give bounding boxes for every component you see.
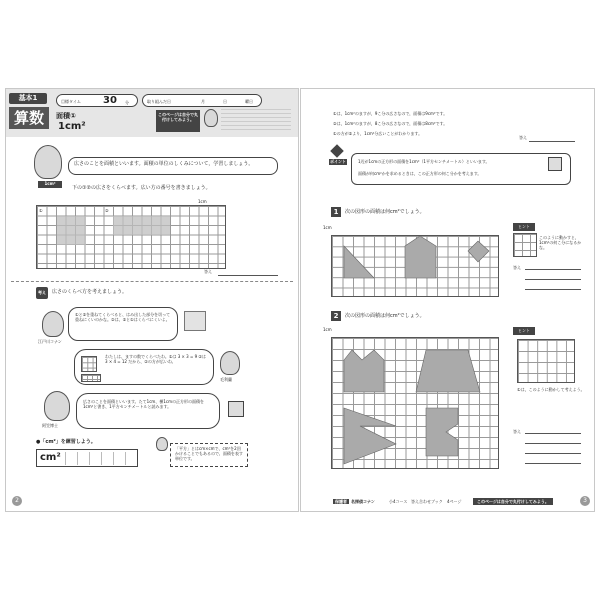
hint-2-label: ヒント: [513, 327, 535, 335]
left-page: [5, 88, 299, 512]
teach-bubble: 広さのことを面積といいます。たて1cm、横1cmの正方形の面積を1cm²と書き、1平方センチメートルと読みます。: [76, 393, 220, 429]
q1-title: 下の①②の広さをくらべます。広い方の番号を書きましょう。: [72, 185, 211, 191]
time-box: [56, 94, 138, 107]
q1-answer-label: 答え: [204, 269, 212, 274]
self-check-badge: このページは自分で丸付けしてみよう。: [156, 110, 200, 132]
subject-label: 算数: [9, 107, 49, 129]
conan-icon: [34, 145, 62, 179]
hint-1-text: このように動かすと，1cm²の何こ分になるかな。: [539, 235, 582, 250]
footer-course: 小4コース: [389, 499, 408, 504]
unit-tag: 1cm²: [38, 181, 62, 188]
time-label: 目標タイム: [61, 99, 81, 104]
right-page-number: 3: [580, 496, 590, 506]
practice-sample: cm²: [40, 452, 61, 463]
explain-line-1: ①は，1cm²のますが，9こ分の広さなので，面積は9cm²です。: [333, 111, 448, 116]
q1-answer-line-3[interactable]: [525, 289, 581, 290]
q1-diamond-shape: [468, 241, 489, 262]
practice-box[interactable]: [36, 449, 138, 467]
q1-answer-line-2[interactable]: [525, 279, 581, 280]
q2-grid-unit: 1cm: [323, 327, 332, 332]
q1-number: 1: [331, 207, 341, 217]
professor-name: 阿笠博士: [42, 423, 58, 428]
q2-text: 次の図形の面積は何cm²でしょう。: [345, 313, 425, 319]
time-value: 30: [103, 95, 117, 106]
q2-shape-3: [344, 408, 396, 464]
explain-line-2: ②は，1cm²のますが，8こ分の広さなので，面積は8cm²です。: [333, 121, 448, 126]
header-notes: [221, 109, 291, 133]
q2-grid: [331, 337, 499, 469]
footer-book: 答え合わせブック: [411, 499, 443, 504]
left-page-number: 2: [12, 496, 22, 506]
point-line-2: 面積が何cm²かを求めるときは，この正方形の何こ分かを考えます。: [358, 171, 482, 176]
think-icon: 考え: [36, 287, 48, 299]
footer-pages: 4ページ: [447, 499, 462, 504]
grid-unit-label: 1cm: [198, 199, 207, 204]
think-bubble: ①と②を重ねてくらべると、はみ出した部分を切って重ねにくいのかな。②は、②と①はくらべにくいよ。: [68, 307, 178, 341]
shape-1-mark: ①: [39, 208, 43, 213]
month-label: 月: [201, 99, 205, 104]
shape-2: [113, 216, 170, 235]
q2-answer-line-1[interactable]: [525, 433, 581, 434]
q2-number: 2: [331, 311, 341, 321]
hint-2-figure: [517, 339, 575, 383]
date-box[interactable]: [142, 94, 262, 107]
practice-title: ●「cm²」を練習しよう。: [36, 439, 96, 445]
conan-name: 江戸川コナン: [38, 339, 62, 344]
q1-house-shape: [405, 236, 436, 278]
hint-1-label: ヒント: [513, 223, 535, 231]
footer-check: このページは自分で丸付けしてみよう。: [473, 498, 553, 505]
hint-2-text: ①は，このように動かして考えよう。: [517, 387, 585, 392]
explain-answer-label: 答え: [519, 135, 527, 140]
time-unit: 分: [125, 100, 129, 105]
q1-answer-line[interactable]: [218, 275, 278, 276]
practice-cells: [65, 452, 137, 465]
unit-square-icon: [228, 401, 244, 417]
q1-grid: [331, 235, 499, 297]
ran-icon: [220, 351, 240, 375]
hint-1-figure: [513, 233, 537, 257]
think-title: 広さのくらべ方を考えましょう。: [52, 289, 128, 295]
q2-answer-line-3[interactable]: [525, 453, 581, 454]
point-label: ポイント: [330, 159, 346, 164]
series-badge: 基本1: [9, 93, 47, 104]
explain-line-3: ①の方が②より，1cm²分広いことがわかります。: [333, 131, 423, 136]
guide-bubble: 広さのことを面積といいます。面積の単位のしくみについて，学習しましょう。: [68, 157, 278, 175]
point-square-icon: [548, 157, 562, 171]
q2-answer-line-4[interactable]: [525, 463, 581, 464]
overlap-figure: [184, 311, 206, 331]
q1-shapes: [332, 236, 500, 298]
ran-name: 毛利蘭: [220, 377, 232, 382]
method-grid-1: [81, 356, 97, 372]
tip-icon: [156, 437, 168, 451]
shape-1: [57, 216, 86, 245]
q1-triangle-shape: [344, 246, 374, 278]
tip-box: 「平方」とはcm×cmで、cm²を2回かけることでもあるので、面積を表す単位です。: [170, 443, 248, 467]
character-icon: [204, 109, 218, 127]
conan-small-icon: [42, 311, 64, 337]
date-label: 取り組んだ日: [147, 99, 171, 104]
footer-badge: 保護者: [335, 499, 347, 504]
right-page: [300, 88, 595, 512]
q1-answer-line-1[interactable]: [525, 269, 581, 270]
right-footer: [301, 497, 595, 509]
q1-grid-unit: 1cm: [323, 225, 332, 230]
q2-shapes: [332, 338, 500, 470]
q2-answer-line-2[interactable]: [525, 443, 581, 444]
explain-answer-line[interactable]: [529, 141, 575, 142]
section-divider: [11, 281, 293, 282]
point-star-icon: [330, 144, 344, 158]
q2-shape-4: [426, 408, 458, 456]
method-bubble: [74, 349, 214, 385]
unit-title: 1cm²: [58, 121, 86, 132]
q2-shape-2: [416, 350, 480, 392]
q1-text: 次の図形の面積は何cm²でしょう。: [345, 209, 425, 215]
q2-shape-1: [344, 350, 384, 392]
point-line-1: 1辺が1cmの正方形の面積を1cm²（1平方センチメートル）といいます。: [358, 159, 490, 164]
point-box: [351, 153, 571, 185]
day-label: 日: [223, 99, 227, 104]
comparison-grid: [36, 205, 226, 269]
topic-title: 面積①: [56, 112, 76, 120]
q2-answer-label: 答え: [513, 429, 521, 434]
method-text: わたしは、ますの数でくらべたわ。①は 3 × 3 = 9 ②は 3 × 4 = 12 だから、②の方が広いわ。: [105, 354, 206, 364]
method-grid-2: [81, 374, 101, 382]
shape-2-mark: ②: [105, 208, 109, 213]
weekday-label: 曜日: [245, 99, 253, 104]
q1-answer-label: 答え: [513, 265, 521, 270]
footer-logo: 名探偵コナン: [351, 499, 375, 504]
professor-icon: [44, 391, 70, 421]
